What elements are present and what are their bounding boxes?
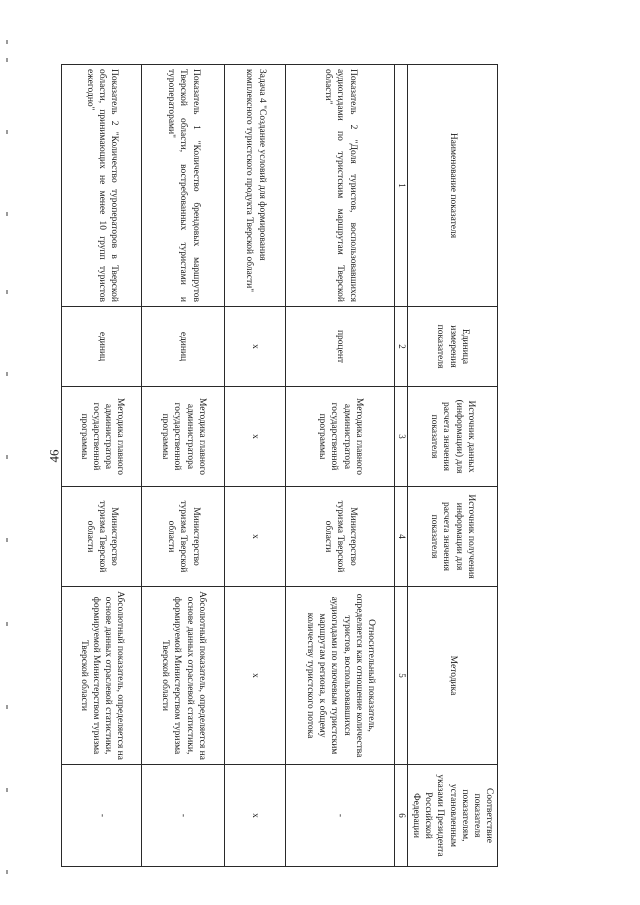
header-indicator-name: Наименование показателя bbox=[407, 65, 497, 307]
method-cell: Относительный показатель, определяется как отношение количества туристов, воспользовавшихся аудиогидами по ключевым туристским маршрутам региона, к общему количеству туристского потока bbox=[286, 587, 395, 765]
page-number: 46 bbox=[46, 449, 62, 463]
data-source-cell: Методика главного администратора государственной программы bbox=[286, 387, 395, 487]
column-number: 6 bbox=[395, 765, 408, 867]
table-row bbox=[142, 65, 225, 867]
task-name: Задача 4 "Создание условий для формирования комплексного туристского продукта Тверской области" bbox=[225, 65, 286, 307]
compliance-cell: - bbox=[286, 765, 395, 867]
info-source-cell: Министерство туризма Тверской области bbox=[142, 487, 225, 587]
method-cell: х bbox=[225, 587, 286, 765]
data-source-cell: Методика главного администратора государственной программы bbox=[142, 387, 225, 487]
table-header-row bbox=[407, 65, 497, 867]
column-number: 4 bbox=[395, 487, 408, 587]
table-row bbox=[286, 65, 395, 867]
data-source-cell: Методика главного администратора государственной программы bbox=[62, 387, 142, 487]
compliance-cell: - bbox=[62, 765, 142, 867]
unit-cell: единиц bbox=[142, 307, 225, 387]
unit-cell: х bbox=[225, 307, 286, 387]
table-row-task bbox=[225, 65, 286, 867]
info-source-cell: Министерство туризма Тверской области bbox=[286, 487, 395, 587]
unit-cell: единиц bbox=[62, 307, 142, 387]
column-number: 5 bbox=[395, 587, 408, 765]
unit-cell: процент bbox=[286, 307, 395, 387]
data-source-cell: х bbox=[225, 387, 286, 487]
column-number: 2 bbox=[395, 307, 408, 387]
scan-margin-marks bbox=[6, 0, 10, 905]
table-row bbox=[62, 65, 142, 867]
header-data-source: Источник данных (информации) для расчета значения показателя bbox=[407, 387, 497, 487]
compliance-cell: х bbox=[225, 765, 286, 867]
indicator-name: Показатель 2 "Количество туроператоров в Тверской области, принимающих не менее 10 групп туристов ежегодно" bbox=[62, 65, 142, 307]
rotated-table-page bbox=[78, 64, 498, 866]
column-number: 3 bbox=[395, 387, 408, 487]
info-source-cell: х bbox=[225, 487, 286, 587]
indicator-name: Показатель 2 "Доля туристов, воспользовавшихся аудиогидами по туристским маршрутам Тверской области" bbox=[286, 65, 395, 307]
compliance-cell: - bbox=[142, 765, 225, 867]
method-cell: Абсолютный показатель, определяется на основе данных отраслевой статистики, формируемой Министерством туризма Тверской области bbox=[62, 587, 142, 765]
column-number: 1 bbox=[395, 65, 408, 307]
indicators-table bbox=[61, 64, 498, 867]
method-cell: Абсолютный показатель, определяется на основе данных отраслевой статистики, формируемой Министерством туризма Тверской области bbox=[142, 587, 225, 765]
header-info-source: Источник получения информации для расчета значения показателя bbox=[407, 487, 497, 587]
indicator-name: Показатель 1 "Количество брендовых маршрутов Тверской области, востребованных туристами и туроператорами" bbox=[142, 65, 225, 307]
header-compliance: Соответствие показателя показателям, установленным указами Президента Российской Федерации bbox=[407, 765, 497, 867]
info-source-cell: Министерство туризма Тверской области bbox=[62, 487, 142, 587]
header-method: Методика bbox=[407, 587, 497, 765]
column-number-row bbox=[395, 65, 408, 867]
header-unit: Единица измерения показателя bbox=[407, 307, 497, 387]
